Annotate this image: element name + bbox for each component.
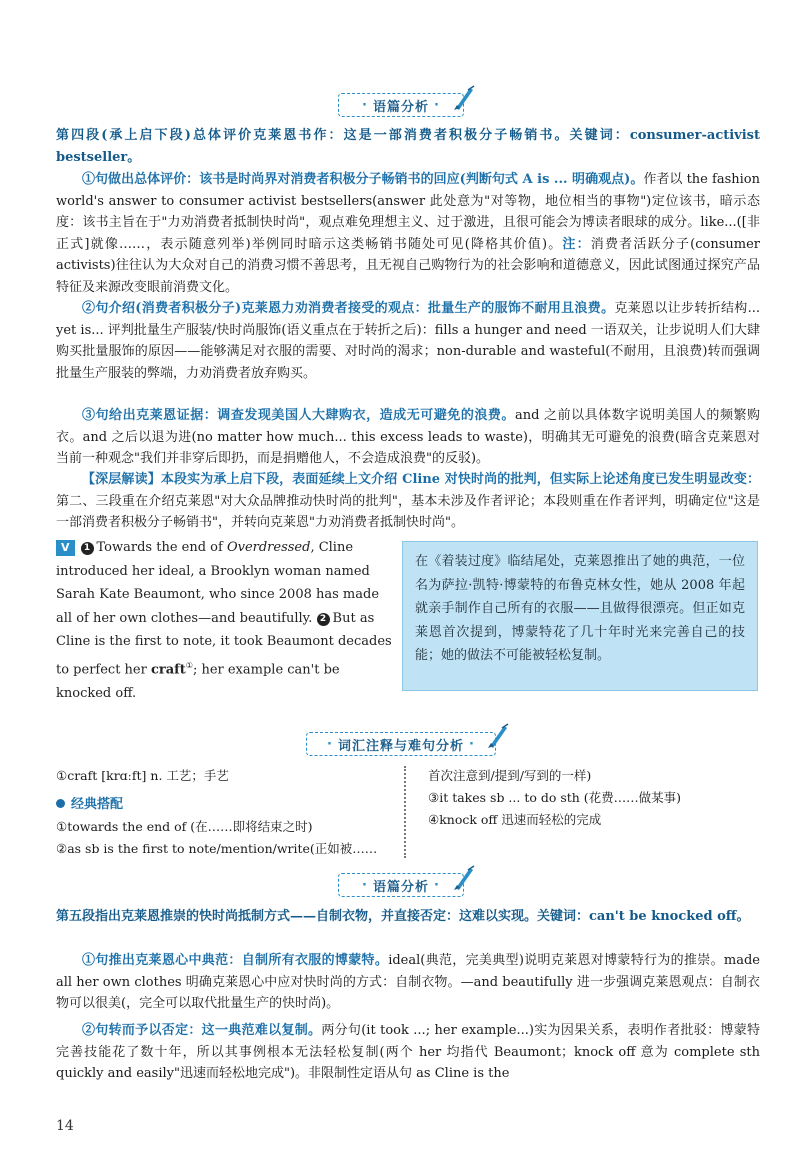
pen-icon <box>452 864 476 892</box>
classic-collocations-heading: 经典搭配 <box>56 793 396 816</box>
bullet-icon <box>56 799 65 808</box>
paragraph-4-sentence-3: ③句给出克莱恩证据：调查发现美国人大肆购衣，造成无可避免的浪费。and 之前以具体数字说明美国人的频繁购衣。and 之后以退为进(no matter how much... this excess leads to waste)，明确其无可避免的浪费(暗含克莱恩对当前一种观念"我们并非穿后即扔，而是捐赠他人，不会造成浪费"的反驳)。 <box>56 408 760 466</box>
collocation-item-continued: 首次注意到/提到/写到的一样) <box>428 768 592 783</box>
paragraph-5-sentence-2: ②句转而予以否定：这一典范难以复制。两分句(it took ...; her example...)实为因果关系，表明作者批驳：博蒙特完善技能花了数十年，所以其事例根本无法轻松复制(两个 her 均指代 Beaumont；knock off 意为 complete sth quickly and easily"迅速而轻松地完成")。非限制性定语从句 as Cline is the <box>56 1023 760 1081</box>
vocabulary-notes-continued <box>428 765 758 831</box>
paragraph-5-heading: 第五段指出克莱恩推崇的快时尚抵制方式——自制衣物，并直接否定：这难以实现。关键词：can't be knocked off。 <box>56 909 750 924</box>
paragraph-tag: V <box>56 540 75 556</box>
paragraph-5-sentence-1: ①句推出克莱恩心中典范：自制所有衣服的博蒙特。ideal(典范，完美典型)说明克莱恩对博蒙特行为的推崇。made all her own clothes 明确克莱恩心中应对快时尚的方式：自制衣物。—and beautifully 进一步强调克莱恩观点：自制衣物可以很美(，完全可以取代批量生产的快时尚)。 <box>56 953 760 1011</box>
deep-reading: 【深层解读】本段实为承上启下段，表面延续上文介绍 Cline 对快时尚的批判，但实际上论述角度已发生明显改变：第二、三段重在介绍克莱恩"对大众品牌推动快时尚的批判"，基本未涉及作者评论；本段则重在作者评判，明确定位"这是一部消费者积极分子畅销书"，并转向克莱恩"力劝消费者抵制快时尚"。 <box>56 472 760 530</box>
pen-icon <box>452 84 476 112</box>
section-banner-analysis: · 语篇分析 · <box>338 873 464 897</box>
section-banner-vocabulary: · 词汇注释与难句分析 · <box>306 732 496 756</box>
vocab-craft: ①craft [krɑːft] n. 工艺；手艺 <box>56 768 229 783</box>
banner-title: 词汇注释与难句分析 <box>337 738 464 754</box>
translation-box: 在《着装过度》临结尾处，克莱恩推出了她的典范，一位名为萨拉·凯特·博蒙特的布鲁克林女性，她从 2008 年起就亲手制作自己所有的衣服——且做得很漂亮。但正如克莱恩首次提到，博蒙特花了几十年时光来完善自己的技能；她的做法不可能被轻松复制。 <box>402 541 758 691</box>
passage-paragraph-v: V 1 Towards the end of Overdressed, Cline introduced her ideal, a Brooklyn woman named Sarah Kate Beaumont, who since 2008 has made all of her own clothes—and beautifully. 2 But as Cline is the first to note, it took Beaumont decades to perfect her craft①; her example can't be knocked off. <box>56 540 392 701</box>
section-banner-analysis: · 语篇分析 · <box>338 93 464 117</box>
collocation-item: ④knock off 迅速而轻松的完成 <box>428 812 602 827</box>
paragraph-4-sentence-2: ②句介绍(消费者积极分子)克莱恩力劝消费者接受的观点：批量生产的服饰不耐用且浪费。克莱恩以让步转折结构... yet is... 评判批量生产服装/快时尚服饰(语义重点在于转折之后)：fills a hunger and need 一语双关，让步说明人们大肆购买批量服饰的原因——能够满足对衣服的需要、对时尚的渴求；non-durable and wasteful(不耐用，且浪费)转而强调批量生产服装的弊端，力劝消费者放弃购买。 <box>56 301 760 381</box>
banner-title: 语篇分析 <box>372 99 429 115</box>
collocation-item: ③it takes sb ... to do sth (花费……做某事) <box>428 790 682 805</box>
paragraph-4-sentence-1: ①句做出总体评价：该书是时尚界对消费者积极分子畅销书的回应(判断句式 A is ... 明确观点)。作者以 the fashion world's answer to consumer activist bestsellers(answer 此处意为"对等物，地位相当的事物")定位该书，暗示态度：该书主旨在于"力劝消费者抵制快时尚"，观点难免理想主义、过于激进，且很可能会为博读者眼球的成分。like...([非正式]就像……，表示随意列举)举例同时暗示这类畅销书随处可见(降格其价值)。注：消费者活跃分子(consumer activists)往往认为大众对自己的消费习惯不善思考，且无视自己购物行为的社会影响和道德意义，因此试图通过探究产品特征及来源改变眼前消费文化。 <box>56 172 760 295</box>
collocation-item: ①towards the end of (在……即将结束之时) <box>56 819 313 834</box>
collocation-item: ②as sb is the first to note/mention/write(正如被…… <box>56 841 378 856</box>
page-number: 14 <box>56 1118 74 1134</box>
banner-title: 语篇分析 <box>372 879 429 895</box>
paragraph-4-heading: 第四段(承上启下段)总体评价克莱恩书作：这是一部消费者积极分子畅销书。关键词：consumer-activist bestseller。 <box>56 128 760 165</box>
binding-spiral <box>404 766 418 858</box>
vocabulary-notes <box>56 765 396 860</box>
pen-icon <box>486 722 510 750</box>
